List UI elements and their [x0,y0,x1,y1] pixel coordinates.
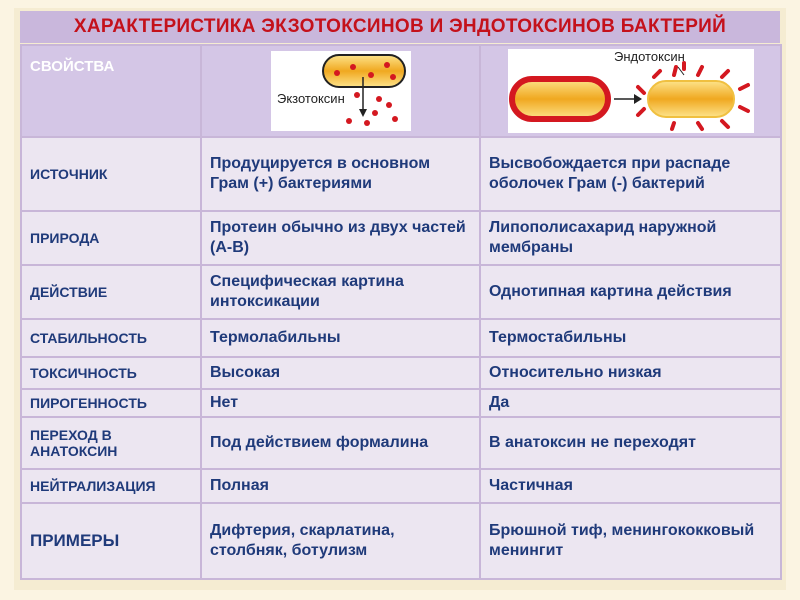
endotoxin-cell: Липополисахарид наружной мембраны [480,211,781,265]
title-bar [20,11,780,43]
property-cell: СТАБИЛЬНОСТЬ [21,319,201,357]
property-cell: ПИРОГЕННОСТЬ [21,389,201,417]
endotoxin-cell: Частичная [480,469,781,503]
exotoxin-cell: Дифтерия, скарлатина, столбняк, ботулизм [201,503,480,579]
endotoxin-illustration [508,49,754,133]
endotoxin-cell: Однотипная картина действия [480,265,781,319]
property-cell: ИСТОЧНИК [21,137,201,211]
exotoxin-cell: Специфическая картина интоксикации [201,265,480,319]
exotoxin-cell: Продуцируется в основном Грам (+) бактериями [201,137,480,211]
table-row [21,265,781,319]
table-row [21,319,781,357]
lysed-bacterium-shape [648,81,734,117]
slide [14,8,786,590]
property-cell: ПРИМЕРЫ [21,503,201,579]
exotoxin-cell: Под действием формалина [201,417,480,469]
table-row [21,503,781,579]
property-cell: ДЕЙСТВИЕ [21,265,201,319]
property-cell: ПРИРОДА [21,211,201,265]
intact-bacterium-shape [512,79,608,119]
header-row [21,45,781,137]
table-row [21,417,781,469]
endotoxin-cell: Высвобождается при распаде оболочек Грам (-) бактерий [480,137,781,211]
exotoxin-cell: Полная [201,469,480,503]
exotoxin-image-cell [201,45,480,137]
table-row [21,389,781,417]
endotoxin-image-label: Эндотоксин [613,49,685,64]
endotoxin-cell: Да [480,389,781,417]
property-cell: НЕЙТРАЛИЗАЦИЯ [21,469,201,503]
table-row [21,137,781,211]
property-cell: ТОКСИЧНОСТЬ [21,357,201,389]
exotoxin-cell: Нет [201,389,480,417]
page-title: ХАРАКТЕРИСТИКА ЭКЗОТОКСИНОВ И ЭНДОТОКСИНОВ БАКТЕРИЙ [73,16,727,37]
endotoxin-cell: Относительно низкая [480,357,781,389]
endotoxin-cell: Термостабильны [480,319,781,357]
exotoxin-illustration [271,51,411,131]
exotoxin-image-label: Экзотоксин [276,91,345,106]
endotoxin-image-cell [480,45,781,137]
table-row [21,357,781,389]
exotoxin-cell: Высокая [201,357,480,389]
exotoxin-cell: Термолабильны [201,319,480,357]
property-cell: ПЕРЕХОД В АНАТОКСИН [21,417,201,469]
exotoxin-cell: Протеин обычно из двух частей (А-В) [201,211,480,265]
endotoxin-cell: Брюшной тиф, менингококковый менингит [480,503,781,579]
toxin-comparison-table [20,44,782,580]
endotoxin-cell: В анатоксин не переходят [480,417,781,469]
table-row [21,469,781,503]
header-property-cell: СВОЙСТВА [21,45,201,137]
table-row [21,211,781,265]
